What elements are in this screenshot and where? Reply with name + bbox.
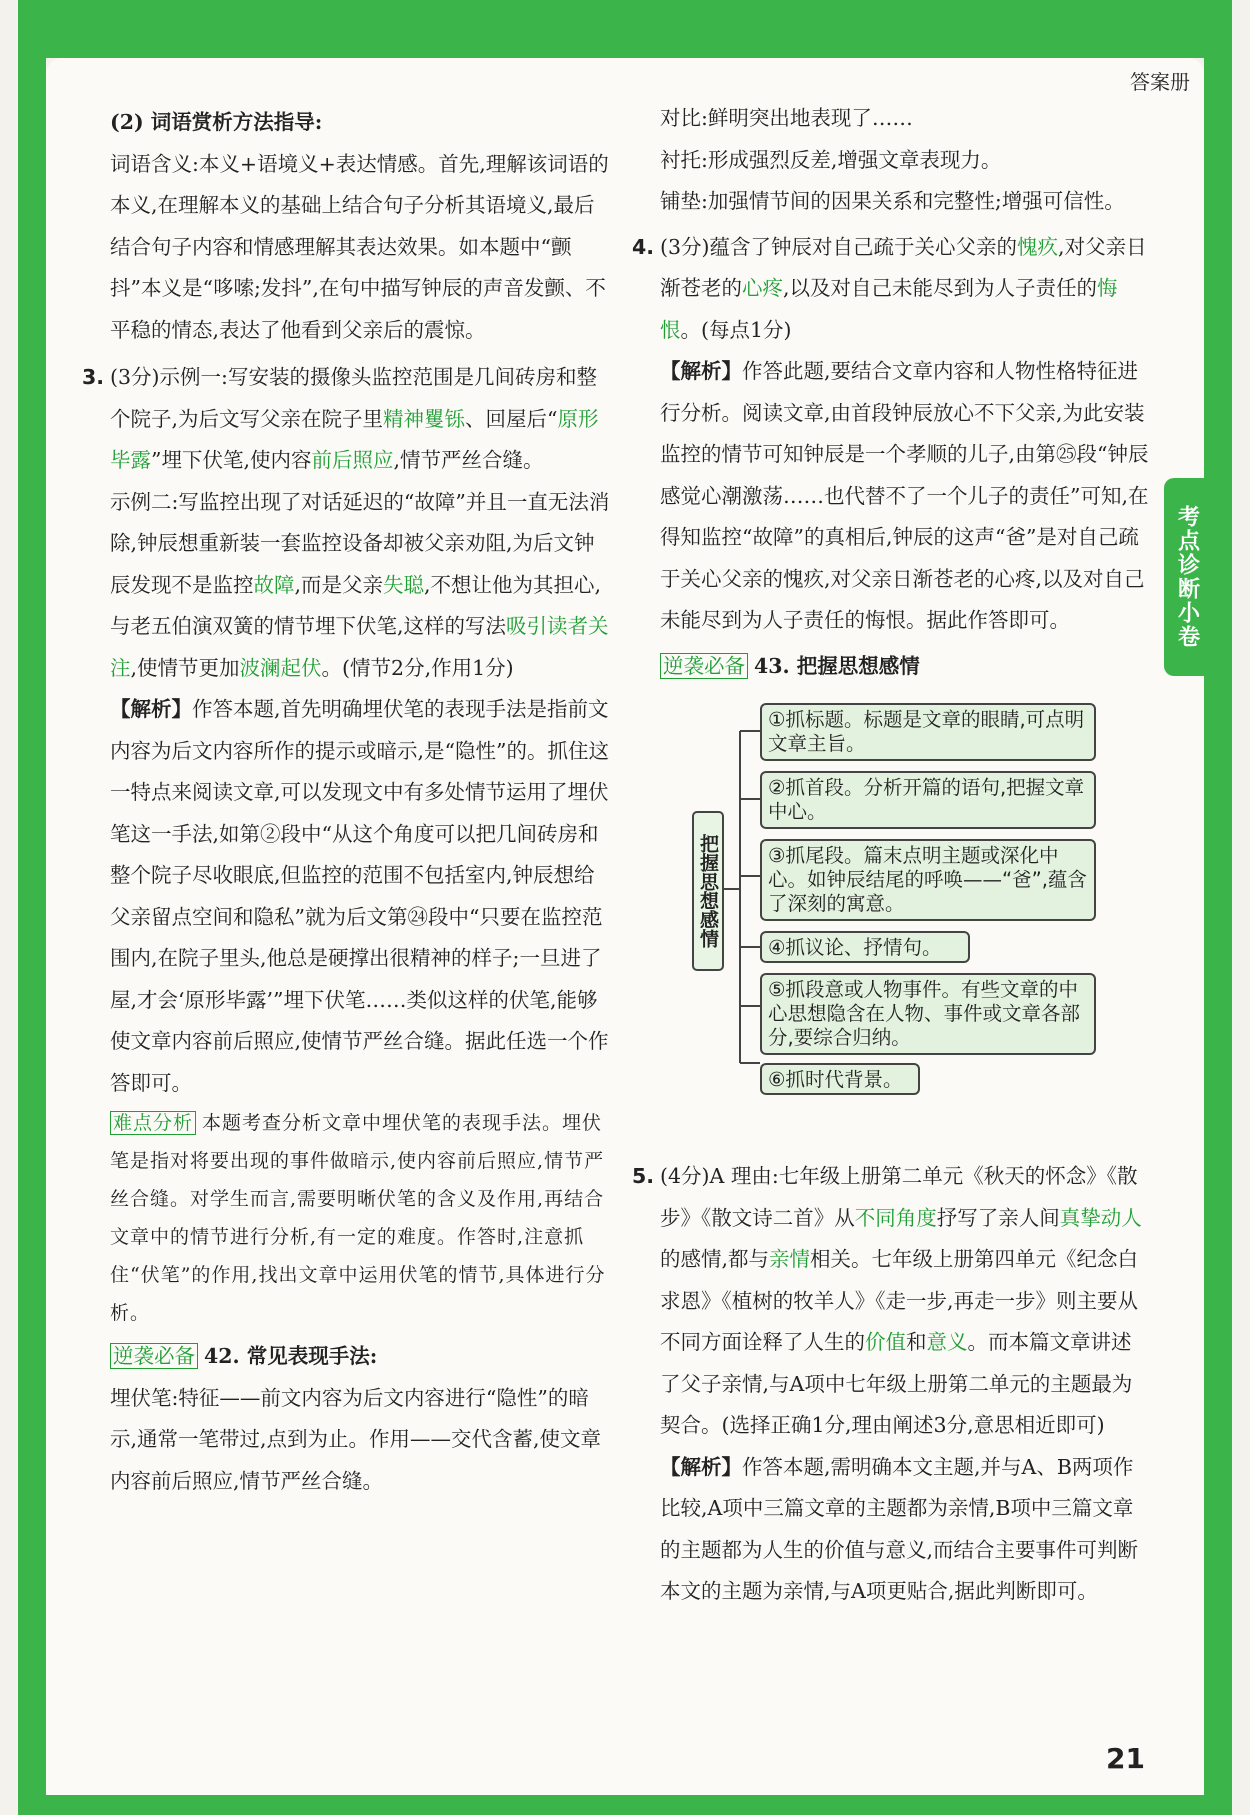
right-border	[1204, 0, 1232, 1815]
q4-answer	[632, 227, 1150, 352]
q5-analysis-text: 作答本题,需明确本文主题,并与A、B两项作比较,A项中三篇文章的主题都为亲情,B项中三篇文章的主题都为人生的价值与意义,而结合主要事件可判断本文的主题为亲情,与A项更贴合,据此判断即可。	[660, 1454, 1139, 1603]
q3-text-b: 、回屋后“	[465, 406, 558, 431]
q3-analysis	[110, 689, 610, 1104]
q5-text-a: (4分)A 理由:七年级上册第二单元《秋天的怀念》《散步》《散文诗二首》从	[660, 1164, 1138, 1230]
q4-highlight-2: 心疼	[742, 276, 783, 300]
tip-42-body: 埋伏笔:特征——前文内容为后文内容进行“隐性”的暗示,通常一笔带过,点到为止。作用——交代含蓄,使文章内容前后照应,情节严丝合缝。	[110, 1385, 602, 1493]
tip-42-tag: 逆袭必备	[110, 1343, 198, 1369]
q5-highlight-2: 真挚动人	[1059, 1205, 1142, 1230]
side-tab: 考点诊断小卷	[1164, 478, 1210, 676]
q5-highlight-3: 亲情	[769, 1247, 811, 1271]
q5-number: 5.	[632, 1164, 655, 1188]
q4-highlight-3: 悔恨	[660, 276, 1118, 342]
s2-title: (2) 词语赏析方法指导:	[110, 110, 323, 134]
right-line-2: 衬托:形成强烈反差,增强文章表现力。	[660, 147, 1002, 172]
mind-map-item-6: ⑥抓时代背景。	[760, 1063, 920, 1095]
tip-42-title: 42. 常见表现手法:	[204, 1344, 378, 1368]
mind-map-item-1: ①抓标题。标题是文章的眼睛,可点明文章主旨。	[760, 703, 1096, 761]
q4-text-c: ,以及对自己未能尽到为人子责任的	[783, 276, 1098, 300]
difficulty-tag: 难点分析	[110, 1111, 196, 1135]
q5-text-f: 。而本篇文章讲述了父子亲情,与A项中七年级上册第二单元的主题最为契合。(选择正确1分,理由阐述3分,意思相近即可)	[660, 1330, 1133, 1437]
q3-text-e: 示例二:写监控出现了对话延迟的“故障”并且一直无法消除,钟辰想重新装一套监控设备却被父亲劝阻,为后文钟辰发现不是监控	[110, 489, 610, 597]
q3-text-d: ,情节严丝合缝。	[393, 448, 544, 472]
mind-map-item-4: ④抓议论、抒情句。	[760, 931, 970, 963]
difficulty-text: 本题考查分析文章中埋伏笔的表现手法。埋伏笔是指对将要出现的事件做暗示,使内容前后照应,情节严丝合缝。对学生而言,需要明晰伏笔的含义及作用,再结合文章中的情节进行分析,有一定的难度。作答时,注意抓住“伏笔”的作用,找出文章中运用伏笔的情节,具体进行分析。	[110, 1112, 606, 1324]
q3-highlight-6: 吸引读者关注	[110, 614, 609, 680]
left-column	[82, 102, 610, 1502]
top-border	[18, 0, 1232, 58]
q3-text-h: ,使情节更加	[130, 655, 240, 680]
left-border	[18, 0, 46, 1815]
right-line-1: 对比:鲜明突出地表现了……	[660, 106, 913, 130]
page-number: 21	[1106, 1742, 1145, 1775]
q3-text-g: ,不想让他为其担心,与老五伯演双簧的情节埋下伏笔,这样的写法	[110, 572, 602, 638]
q5-highlight-1: 不同角度	[854, 1205, 937, 1230]
q4-text-b: ,对父亲日渐苍老的	[660, 234, 1147, 300]
q5-text-c: 的感情,都与	[660, 1247, 770, 1271]
mind-map	[660, 691, 1150, 1156]
s2-body: 词语含义:本义+语境义+表达情感。首先,理解该词语的本义,在理解本义的基础上结合句子分析其语境义,最后结合句子内容和情感理解其表达效果。如本题中“颤抖”本义是“哆嗦;发抖”,在句中描写钟辰的声音发颤、不平稳的情态,表达了他看到父亲后的震惊。	[110, 151, 609, 342]
mind-map-root: 把握思想感情	[692, 811, 724, 971]
q5-analysis	[660, 1447, 1150, 1613]
q5-text-d: 相关。七年级上册第四单元《纪念白求恩》《植树的牧羊人》《走一步,再走一步》则主要从不同方面诠释了人生的	[660, 1247, 1139, 1354]
q5-analysis-label: 【解析】	[660, 1454, 742, 1479]
q3-answer	[82, 357, 610, 482]
q3-text-i: 。(情节2分,作用1分)	[321, 655, 514, 680]
q3-highlight-1: 精神矍铄	[383, 406, 466, 431]
q5-text-b: 抒写了亲人间	[936, 1205, 1060, 1230]
mind-map-item-2: ②抓首段。分析开篇的语句,把握文章中心。	[760, 771, 1096, 829]
q3-analysis-text: 作答本题,首先明确埋伏笔的表现手法是指前文内容为后文内容所作的提示或暗示,是“隐性”的。抓住这一特点来阅读文章,可以发现文中有多处情节运用了埋伏笔这一手法,如第②段中“从这个角度可以把几间砖房和整个院子尽收眼底,但监控的范围不包括室内,钟辰想给父亲留点空间和隐私”就为后文第㉔段中“只要在监控范围内,在院子里头,他总是硬撑出很精神的样子;一旦进了屋,才会‘原形毕露’”埋下伏笔……类似这样的伏笔,能够使文章内容前后照应,使情节严丝合缝。据此任选一个作答即可。	[110, 697, 609, 1095]
right-line-3: 铺垫:加强情节间的因果关系和完整性;增强可信性。	[660, 189, 1125, 213]
q4-analysis-text: 作答此题,要结合文章内容和人物性格特征进行分析。阅读文章,由首段钟辰放心不下父亲,为此安装监控的情节可知钟辰是一个孝顺的儿子,由第㉕段“钟辰感觉心潮激荡……也代替不了一个儿子的责任”可知,在得知监控“故障”的真相后,钟辰的这声“爸”是对自己疏于关心父亲的愧疚,对父亲日渐苍老的心疼,以及对自己未能尽到为人子责任的悔恨。据此作答即可。	[660, 359, 1149, 632]
q4-analysis	[660, 351, 1150, 642]
q4-highlight-1: 愧疚	[1017, 234, 1059, 259]
q5-highlight-4: 价值	[865, 1330, 906, 1354]
q4-text-d: 。(每点1分)	[680, 317, 792, 342]
bottom-border	[18, 1795, 1232, 1815]
q5-answer	[632, 1156, 1150, 1447]
tip-43-title: 43. 把握思想感情	[754, 653, 920, 678]
q3-text-a: (3分)示例一:写安装的摄像头监控范围是几间砖房和整个院子,为后文写父亲在院子里	[110, 365, 597, 431]
q3-highlight-5: 失聪	[383, 572, 425, 597]
q4-number: 4.	[632, 234, 655, 259]
q3-number: 3.	[82, 365, 105, 389]
right-column	[632, 98, 1150, 1613]
mind-map-item-3: ③抓尾段。篇末点明主题或深化中心。如钟辰结尾的呼唤——“爸”,蕴含了深刻的寓意。	[760, 839, 1096, 921]
q3-highlight-4: 故障	[253, 572, 295, 597]
q5-text-e: 和	[906, 1330, 927, 1354]
q4-analysis-label: 【解析】	[660, 359, 742, 383]
mind-map-item-5: ⑤抓段意或人物事件。有些文章的中心思想隐含在人物、事件或文章各部分,要综合归纳。	[760, 973, 1096, 1055]
tip-43	[660, 646, 1150, 688]
q3-text-f: ,而是父亲	[294, 572, 384, 597]
q4-text-a: (3分)蕴含了钟辰对自己疏于关心父亲的	[660, 234, 1018, 259]
difficulty-note	[110, 1104, 610, 1332]
q3-highlight-3: 前后照应	[311, 448, 394, 472]
q3-highlight-7: 波澜起伏	[239, 655, 322, 680]
tip-42	[110, 1336, 610, 1378]
q5-highlight-5: 意义	[926, 1330, 968, 1354]
q3-analysis-label: 【解析】	[110, 697, 192, 721]
q3-text-c: ”埋下伏笔,使内容	[151, 448, 312, 472]
q3-example-2	[110, 482, 610, 690]
q3-highlight-2: 原形毕露	[110, 406, 599, 472]
tip-43-tag: 逆袭必备	[660, 653, 748, 679]
header-label: 答案册	[1130, 70, 1190, 94]
